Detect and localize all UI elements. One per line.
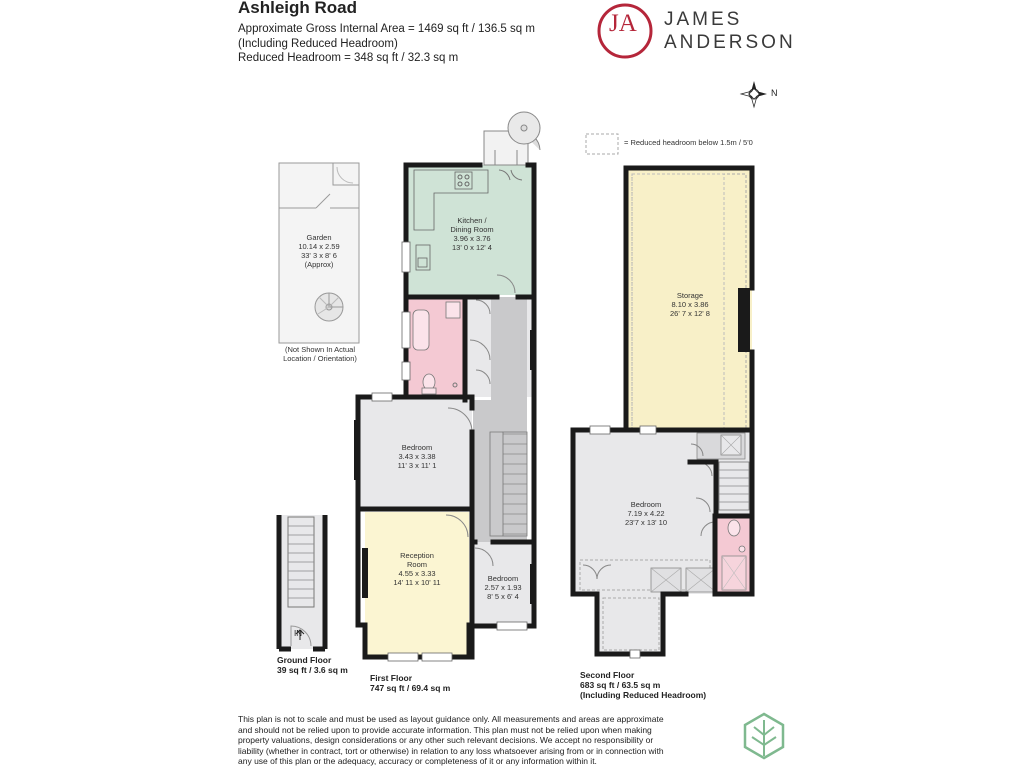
reduced-headroom-line: Reduced Headroom = 348 sq ft / 32.3 sq m (238, 52, 459, 64)
ground-floor-plan (279, 515, 325, 649)
room-label-bedroom-second: Bedroom 7.19 x 4.22 23'7 x 13' 10 (624, 500, 668, 527)
reduced-headroom-note: (Including Reduced Headroom) (238, 38, 398, 50)
garden-label: Garden 10.14 x 2.59 33' 3 x 8' 6 (Approx) (298, 233, 340, 269)
gross-area-line: Approximate Gross Internal Area = 1469 sq ft / 136.5 sq m (238, 23, 535, 35)
compass-icon (741, 81, 767, 107)
property-title: Ashleigh Road (238, 0, 358, 17)
room-label-bedroom-first: Bedroom 3.43 x 3.38 11' 3 x 11' 1 (397, 443, 437, 470)
brand-name-line2: ANDERSON (664, 32, 796, 53)
room-label-kitchen: Kitchen / Dining Room 3.96 x 3.76 13' 0 x 12' 4 (450, 216, 494, 252)
leaf-logo-icon (745, 714, 783, 758)
room-label-bedroom-small: Bedroom 2.57 x 1.93 8' 5 x 6' 4 (484, 574, 522, 601)
room-label-reception: Reception Room 4.55 x 3.33 14' 11 x 10' 11 (393, 551, 441, 587)
brand-monogram: JA (609, 10, 637, 37)
disclaimer-text: This plan is not to scale and must be used as layout guidance only. All measurements and areas are approximate and should not be relied upon to provide accurate information. This plan must not be relied upon when making property valuations, design considerations or any other such relevant decisions. We accept no responsibility or liability (whether in contract, tort or otherwise) in relation to any loss whatsoever arising from or in connection with any use of this plan or the adequacy, accuracy or completeness of it or any information within it. (238, 714, 664, 767)
second-floor-plan (573, 134, 753, 658)
ground-floor-label: Ground Floor 39 sq ft / 3.6 sq m (277, 655, 348, 675)
room-label-storage: Storage 8.10 x 3.86 26' 7 x 12' 8 (670, 291, 710, 318)
garden-caption: (Not Shown In Actual Location / Orientation) (283, 345, 357, 363)
legend-text: = Reduced headroom below 1.5m / 5'0 (624, 138, 753, 147)
second-floor-label: Second Floor 683 sq ft / 63.5 sq m (Including Reduced Headroom) (580, 670, 707, 700)
brand-name-line1: JAMES (664, 9, 743, 30)
entrance-label: IN (294, 629, 302, 638)
first-floor-label: First Floor 747 sq ft / 69.4 sq m (370, 673, 451, 693)
compass-north-label: N (771, 88, 778, 98)
